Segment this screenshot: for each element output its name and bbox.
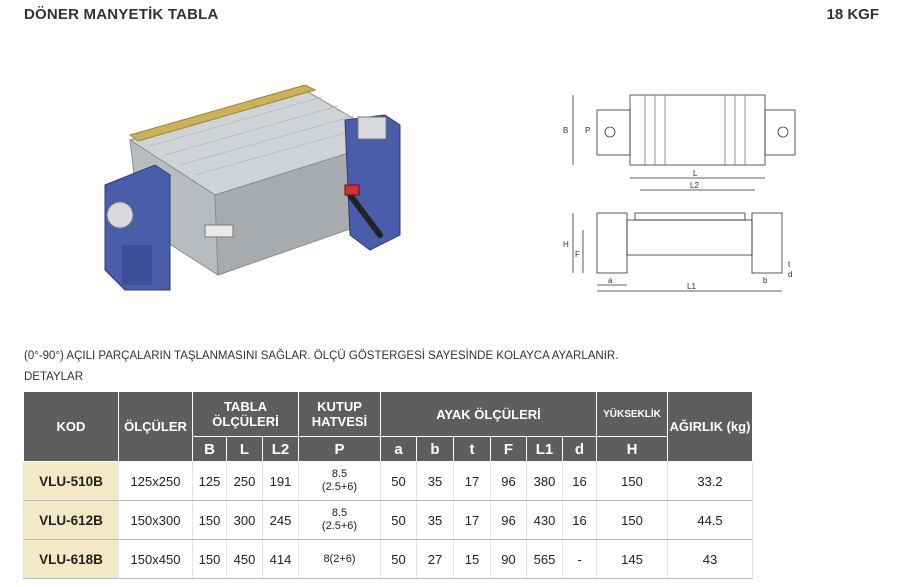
cell-kg: 33.2 [668,462,753,501]
cell-P [299,540,381,579]
label-B: B [563,126,569,135]
cell-b: 35 [417,462,454,501]
cell-P-line1: 8.5 [331,468,348,480]
table-row [24,462,753,501]
cell-L1: 430 [527,501,563,540]
cell-t: 17 [454,462,491,501]
header-tabla: TABLA ÖLÇÜLERİ [193,392,299,437]
cell-kod: VLU-618B [24,540,119,579]
cell-d: 16 [563,462,597,501]
cell-kod: VLU-510B [24,462,119,501]
cell-a: 50 [381,540,417,579]
cell-B: 125 [193,462,227,501]
subheader-P: P [299,437,381,462]
product-photo [100,85,410,300]
cell-L: 300 [227,501,263,540]
cell-olculer: 150x300 [119,501,193,540]
description: (0°-90°) AÇILI PARÇALARIN TAŞLANMASINI SAĞLAR. ÖLÇÜ GÖSTERGESİ SAYESİNDE KOLAYCA AYARLANIR. [24,350,619,362]
cell-L1: 380 [527,462,563,501]
header-kod: KOD [24,392,119,462]
cell-L1: 565 [527,540,563,579]
cell-olculer: 150x450 [119,540,193,579]
subheader-B: B [193,437,227,462]
header-agirlik: AĞIRLIK (kg) [668,392,753,462]
cell-L: 450 [227,540,263,579]
label-L1: L1 [687,282,696,291]
cell-L2: 245 [263,501,299,540]
label-t: t [788,260,791,269]
cell-d: - [563,540,597,579]
cell-t: 15 [454,540,491,579]
header-yukseklik: YÜKSEKLİK [597,392,668,437]
header-kutup: KUTUP HATVESİ [299,392,381,437]
cell-a: 50 [381,462,417,501]
cell-H: 145 [597,540,668,579]
subheader-F: F [491,437,527,462]
label-P: P [585,126,591,135]
header-olculer: ÖLÇÜLER [119,392,193,462]
subheader-L1: L1 [527,437,563,462]
cell-P [299,501,381,540]
cell-P-line1: 8(2+6) [323,552,356,565]
label-L2: L2 [690,181,699,190]
label-H: H [563,240,569,249]
cell-H: 150 [597,501,668,540]
subheader-H: H [597,437,668,462]
cell-L2: 414 [263,540,299,579]
cell-kod: VLU-612B [24,501,119,540]
cell-F: 96 [491,501,527,540]
table-row [24,501,753,540]
spec-table [23,391,753,579]
header-ayak: AYAK ÖLÇÜLERİ [381,392,597,437]
cell-L: 250 [227,462,263,501]
label-b: b [763,276,768,285]
subheader-L2: L2 [263,437,299,462]
table-row [24,540,753,579]
label-a: a [608,276,613,285]
subheader-b: b [417,437,454,462]
cell-F: 90 [491,540,527,579]
label-F: F [575,250,580,259]
subheader-L: L [227,437,263,462]
cell-P [299,462,381,501]
cell-B: 150 [193,501,227,540]
cell-d: 16 [563,501,597,540]
weight-label: 18 KGF [826,6,879,23]
cell-P-line1: 8.5 [331,507,348,519]
page-title: DÖNER MANYETİK TABLA [24,6,219,23]
cell-F: 96 [491,462,527,501]
subheader-t: t [454,437,491,462]
cell-olculer: 125x250 [119,462,193,501]
cell-kg: 43 [668,540,753,579]
cell-L2: 191 [263,462,299,501]
cell-P-line2: (2.5+6) [321,481,358,493]
cell-H: 150 [597,462,668,501]
label-d: d [788,270,793,279]
label-L: L [693,169,698,178]
cell-P-line2: (2.5+6) [321,520,358,532]
details-label: DETAYLAR [24,371,84,383]
cell-kg: 44.5 [668,501,753,540]
cell-b: 35 [417,501,454,540]
cell-b: 27 [417,540,454,579]
cell-t: 17 [454,501,491,540]
subheader-d: d [563,437,597,462]
cell-a: 50 [381,501,417,540]
cell-B: 150 [193,540,227,579]
subheader-a: a [381,437,417,462]
technical-drawing [555,85,865,295]
